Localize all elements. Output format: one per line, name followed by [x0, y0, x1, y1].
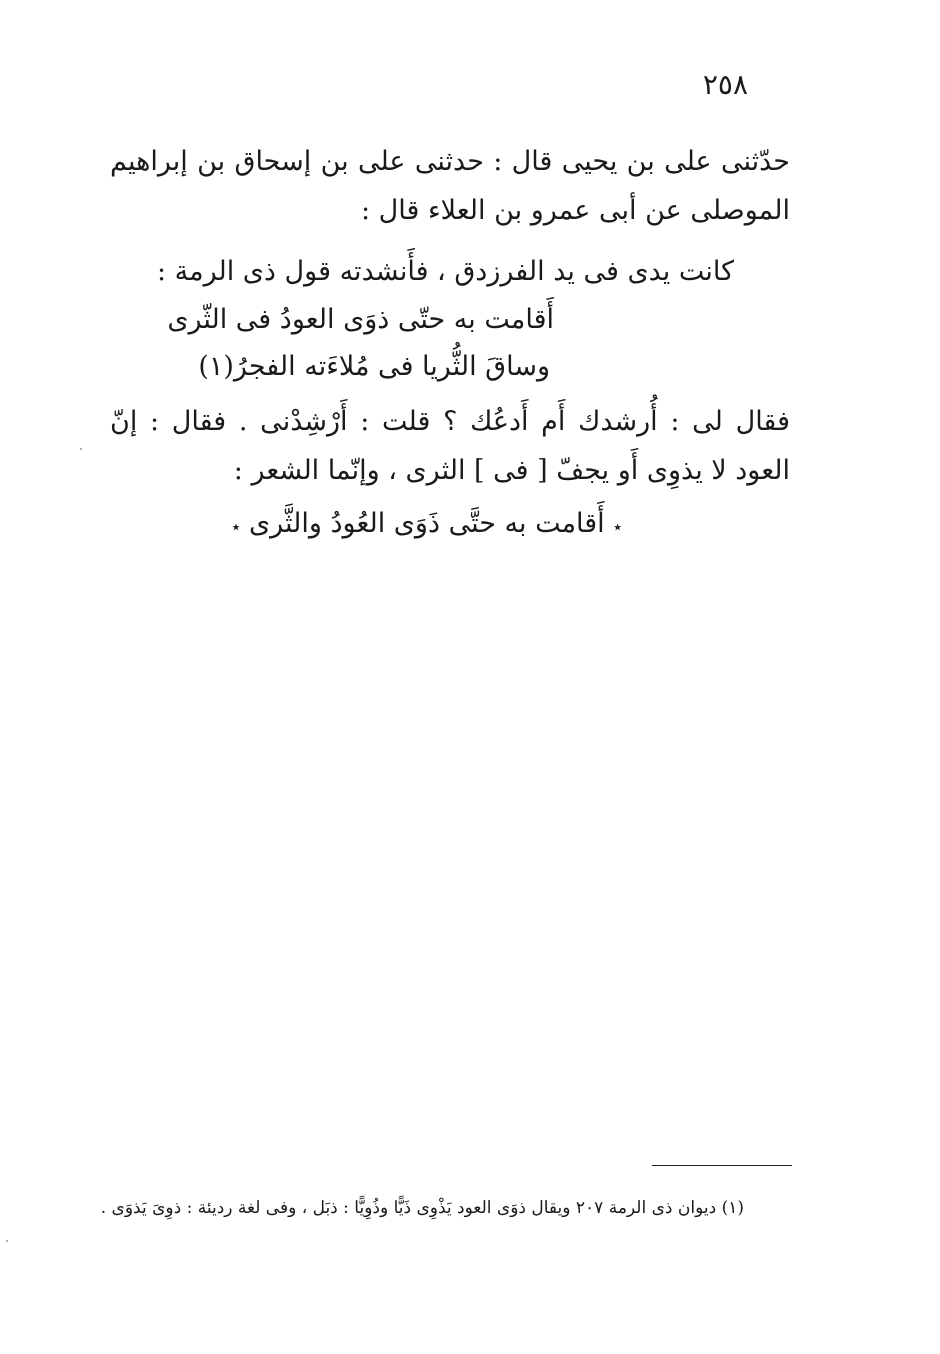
verse-corrected-line [232, 508, 622, 540]
paragraph-dialogue: فقال لى : أُرشدك أَم أَدعُك ؟ قلت : أَرْشِدْنى . فقال : إنّ العود لا يذوِى أَو يجفّ [ فى ] الثرى ، وإنّما الشعر : [110, 406, 790, 486]
footnote: (١) ديوان ذى الرمة ٢٠٧ ويقال ذوَى العود يَذْوِى ذَيًّا وذُوِيًّا : ذبَل ، وفى لغة رديئة : ذوِىَ يَذوَى . [100, 1198, 744, 1218]
paragraph-isnad: حدّثنى على بن يحيى قال : حدثنى على بن إسحاق بن إبراهيم الموصلى عن أبى عمرو بن العلاء قال : [110, 146, 790, 226]
verse-corrected-text: أَقامت به حتَّى ذَوَى العُودُ والثَّرى [248, 508, 605, 539]
footnote-divider [652, 1165, 792, 1166]
scan-speck [6, 1240, 8, 1242]
verse-hemistich-second: وساقَ الثُّريا فى مُلاءَته الفجرُ(١) [198, 351, 550, 382]
scan-speck [80, 448, 82, 450]
verse-mark-start: ٭ [613, 517, 622, 536]
verse-mark-end: ٭ [231, 517, 241, 536]
page-number: ٢٥٨ [702, 68, 748, 101]
verse-hemistich-first: أَقامت به حتّى ذوَى العودُ فى الثّرى [167, 304, 554, 335]
verse-intro: كانت يدى فى يد الفرزدق ، فأَنشدته قول ذى الرمة : [156, 256, 734, 287]
